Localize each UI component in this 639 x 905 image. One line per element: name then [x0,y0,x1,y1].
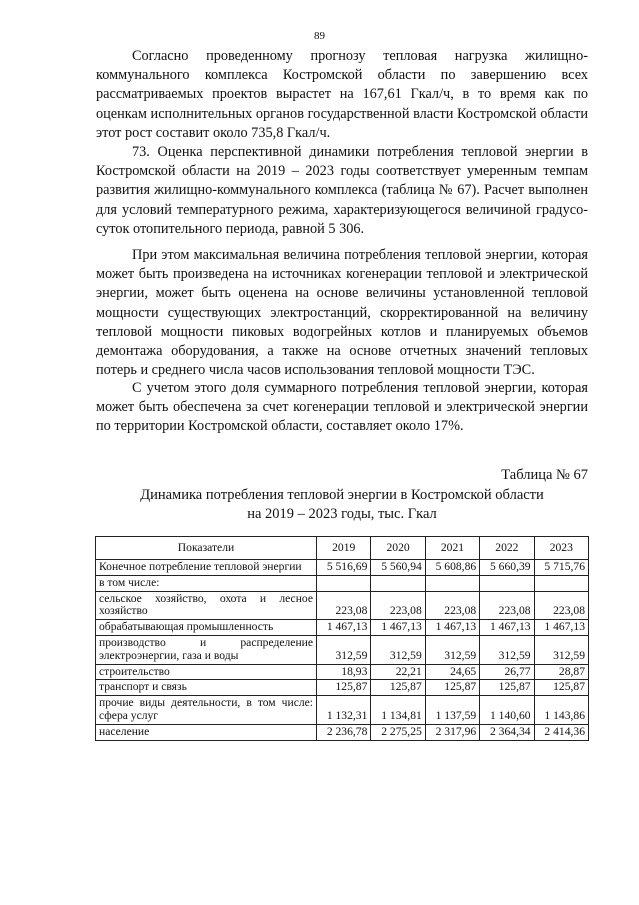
table-title-line1: Динамика потребления тепловой энергии в Костромской области [140,487,544,503]
cell-value: 1 467,13 [317,620,371,636]
cell-value [534,575,588,591]
cell-value: 223,08 [371,591,425,620]
cell-value [317,575,371,591]
table-title [96,486,588,524]
table-row [96,591,589,620]
cell-value: 5 516,69 [317,560,371,576]
cell-value: 1 143,86 [534,696,588,725]
table-row [96,680,589,696]
paragraph-point-73: 73. Оценка перспективной динамики потребления тепловой энергии в Костромской области на 2019 – 2023 годы соответствует умеренным темпам развития жилищно-коммунального комплекса (таблица № 67). Расчет выполнен для условий температурного режима, характеризующегося величиной градусо-суток отопительного периода, равной 5 306. [96,144,588,237]
table-number: Таблица № 67 [501,467,588,483]
cell-value: 5 715,76 [534,560,588,576]
table-header-row [96,537,589,560]
cell-value: 312,59 [425,635,479,664]
header-2023: 2023 [534,537,588,560]
cell-value: 1 467,13 [371,620,425,636]
cell-value: 1 140,60 [480,696,534,725]
cell-value: 312,59 [534,635,588,664]
table-row [96,696,589,725]
cell-value: 223,08 [534,591,588,620]
cell-value: 1 467,13 [534,620,588,636]
cell-value [480,575,534,591]
cell-value [371,575,425,591]
cell-value: 26,77 [480,664,534,680]
header-2019: 2019 [317,537,371,560]
cell-value: 1 467,13 [480,620,534,636]
cell-value: 5 560,94 [371,560,425,576]
header-2020: 2020 [371,537,425,560]
row-label: сельское хозяйство, охота и лесное хозяйство [96,591,317,620]
row-label: транспорт и связь [96,680,317,696]
cell-value: 312,59 [480,635,534,664]
cell-value: 24,65 [425,664,479,680]
cell-value: 223,08 [425,591,479,620]
cell-value: 125,87 [480,680,534,696]
header-2022: 2022 [480,537,534,560]
page-number: 89 [314,30,325,42]
cell-value: 125,87 [425,680,479,696]
cell-value: 1 137,59 [425,696,479,725]
cell-value: 125,87 [317,680,371,696]
cell-value: 5 608,86 [425,560,479,576]
table-row [96,635,589,664]
cell-value: 1 467,13 [425,620,479,636]
header-2021: 2021 [425,537,479,560]
cell-value: 28,87 [534,664,588,680]
cell-value: 125,87 [534,680,588,696]
row-label: производство и распределение электроэнергии, газа и воды [96,635,317,664]
paragraph-share: С учетом этого доля суммарного потребления тепловой энергии, которая может быть обеспечена за счет когенерации тепловой и электрической энергии по территории Костромской области, составляет около 17%. [96,380,588,435]
cell-value [425,575,479,591]
cell-value: 223,08 [480,591,534,620]
cell-value: 2 275,25 [371,724,425,740]
cell-value: 1 132,31 [317,696,371,725]
paragraph-cogeneration: При этом максимальная величина потребления тепловой энергии, которая может быть произведена на источниках когенерации тепловой и электрической энергии, может быть оценена на основе величины установленной тепловой мощности существующих электростанций, скорректированной на величину тепловой мощности пиковых водогрейных котлов и планируемых объемов демонтажа оборудования, а также на основе отчетных значений тепловых потерь и среднего числа часов использования тепловой мощности ТЭС. [96,247,588,379]
cell-value: 312,59 [317,635,371,664]
table-title-line2: на 2019 – 2023 годы, тыс. Гкал [247,506,437,522]
cell-value: 22,21 [371,664,425,680]
paragraph-forecast: Согласно проведенному прогнозу тепловая нагрузка жилищно-коммунального комплекса Костромской области по завершению всех рассматриваемых проектов вырастет на 167,61 Гкал/ч, в то время как по оценкам исполнительных органов государственной власти Костромской области этот рост составит около 735,8 Гкал/ч. [96,48,588,141]
row-label: обрабатывающая промышленность [96,620,317,636]
table-row [96,560,589,576]
header-indicators: Показатели [96,537,317,560]
cell-value: 312,59 [371,635,425,664]
table-row [96,575,589,591]
cell-value: 1 134,81 [371,696,425,725]
row-label: строительство [96,664,317,680]
table-row [96,724,589,740]
row-label: Конечное потребление тепловой энергии [96,560,317,576]
cell-value: 5 660,39 [480,560,534,576]
cell-value: 2 364,34 [480,724,534,740]
cell-value: 2 317,96 [425,724,479,740]
table-row [96,620,589,636]
cell-value: 18,93 [317,664,371,680]
table-row [96,664,589,680]
cell-value: 2 414,36 [534,724,588,740]
cell-value: 125,87 [371,680,425,696]
consumption-table [95,536,589,741]
row-label: население [96,724,317,740]
row-label: прочие виды деятельности, в том числе: сфера услуг [96,696,317,725]
cell-value: 2 236,78 [317,724,371,740]
row-label: в том числе: [96,575,317,591]
cell-value: 223,08 [317,591,371,620]
